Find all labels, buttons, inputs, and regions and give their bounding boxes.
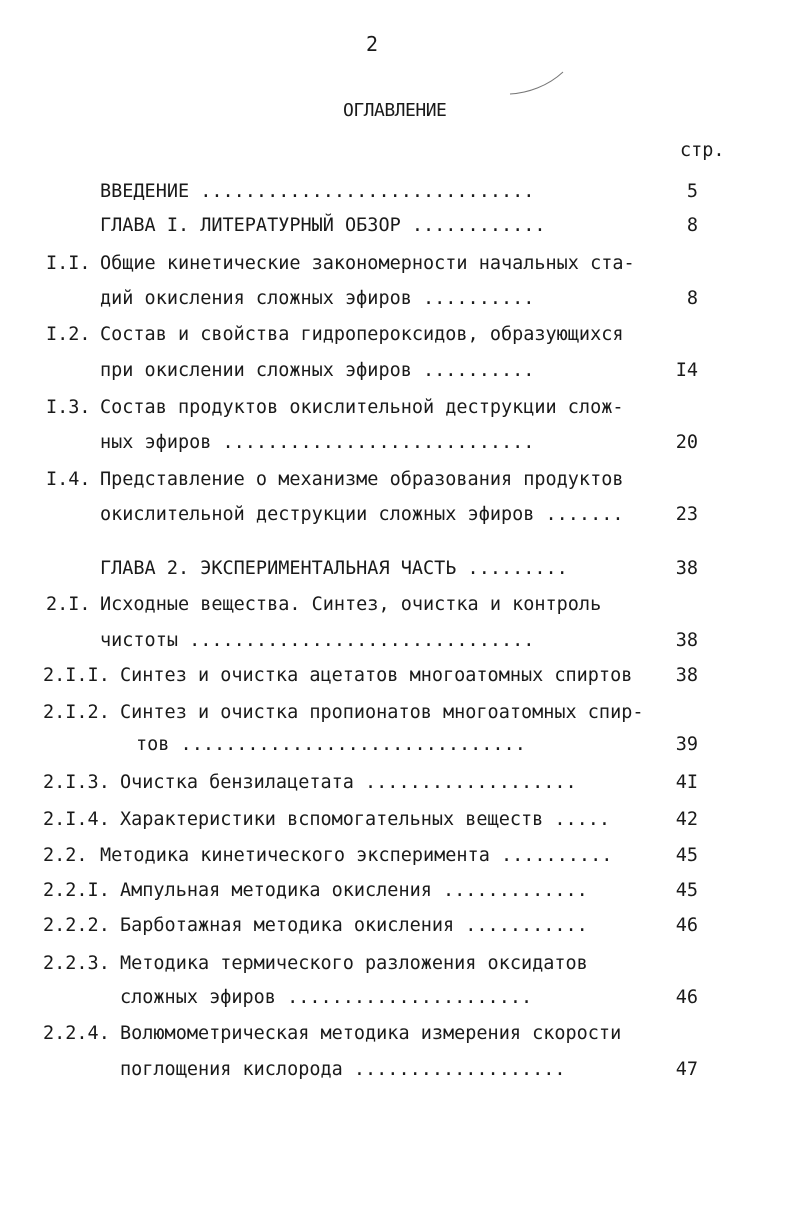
toc-entry-text: Волюмометрическая методика измерения скорости — [120, 1023, 622, 1044]
toc-entry-text: поглощения кислорода ................... — [120, 1059, 566, 1080]
toc-entry-text: Состав и свойства гидропероксидов, образующихся — [100, 324, 624, 345]
toc-entry-page: 46 — [675, 987, 698, 1008]
toc-entry-text: Методика кинетического эксперимента .......... — [100, 845, 613, 866]
toc-entry-text: окислительной деструкции сложных эфиров ....... — [100, 504, 624, 525]
toc-entry-page: 20 — [675, 432, 698, 453]
toc-entry-number: 2.2.3. — [43, 953, 110, 974]
toc-entry-number: 2.I.2. — [43, 702, 110, 723]
toc-entry-page: 42 — [675, 809, 698, 830]
toc-entry-page: 47 — [675, 1059, 698, 1080]
toc-entry-page: I4 — [675, 360, 698, 381]
toc-entry-number: 2.I.3. — [43, 772, 110, 793]
toc-entry-text: сложных эфиров ...................... — [120, 987, 533, 1008]
toc-entry-page: 46 — [675, 915, 698, 936]
toc-entry-text: Исходные вещества. Синтез, очистка и контроль — [100, 594, 602, 615]
toc-entry-page: 39 — [675, 734, 698, 755]
toc-entry-text: ГЛАВА I. ЛИТЕРАТУРНЫЙ ОБЗОР ............ — [100, 215, 546, 236]
toc-entry-number: I.I. — [46, 253, 91, 274]
toc-entry-text: Ампульная методика окисления ............. — [120, 880, 588, 901]
toc-entry-number: 2.2.2. — [43, 915, 110, 936]
toc-entry-page: 23 — [675, 504, 698, 525]
toc-entry-text: при окислении сложных эфиров .......... — [100, 360, 535, 381]
toc-entry-text: ВВЕДЕНИЕ .............................. — [100, 181, 535, 202]
toc-entry-page: 38 — [675, 630, 698, 651]
toc-entry-text: Общие кинетические закономерности начальных ста- — [100, 253, 635, 274]
toc-entry-page: 38 — [675, 665, 698, 686]
toc-entry-number: I.3. — [46, 397, 91, 418]
toc-entry-number: 2.I.I. — [43, 665, 110, 686]
toc-entry-number: 2.I.4. — [43, 809, 110, 830]
toc-entry-text: дий окисления сложных эфиров .......... — [100, 288, 535, 309]
toc-entry-number: I.2. — [46, 324, 91, 345]
toc-entry-page: 8 — [686, 215, 698, 236]
toc-entry-page: 4I — [675, 772, 698, 793]
toc-entry-text: чистоты ............................... — [100, 630, 535, 651]
toc-entry-number: 2.2. — [43, 845, 88, 866]
toc-entry-number: 2.2.4. — [43, 1023, 110, 1044]
toc-entry-page: 5 — [686, 181, 698, 202]
toc-entry-text: Характеристики вспомогательных веществ ..... — [120, 809, 611, 830]
page-column-label: стр. — [680, 140, 725, 161]
toc-entry-text: Состав продуктов окислительной деструкции слож- — [100, 397, 624, 418]
toc-entry-text: ГЛАВА 2. ЭКСПЕРИМЕНТАЛЬНАЯ ЧАСТЬ ......... — [100, 558, 568, 579]
toc-entry-page: 45 — [675, 845, 698, 866]
toc-entry-number: I.4. — [46, 469, 91, 490]
toc-entry-page: 45 — [675, 880, 698, 901]
toc-entry-number: 2.I. — [46, 594, 91, 615]
toc-title: ОГЛАВЛЕНИЕ — [343, 100, 447, 121]
toc-entry-page: 8 — [686, 288, 698, 309]
toc-entry-number: 2.2.I. — [43, 880, 110, 901]
toc-entry-text: Барботажная методика окисления ........... — [120, 915, 588, 936]
toc-entry-text: Очистка бензилацетата ................... — [120, 772, 577, 793]
toc-entry-text: Синтез и очистка ацетатов многоатомных спиртов — [120, 665, 633, 686]
toc-entry-text: Синтез и очистка пропионатов многоатомных спир- — [120, 702, 644, 723]
toc-entry-text: Методика термического разложения оксидатов — [120, 953, 588, 974]
page-number: 2 — [366, 32, 379, 56]
toc-entry-text: ных эфиров ............................ — [100, 432, 535, 453]
toc-entry-page: 38 — [675, 558, 698, 579]
toc-entry-text: тов ............................... — [136, 734, 526, 755]
pen-stroke-mark — [508, 68, 566, 98]
toc-entry-text: Представление о механизме образования продуктов — [100, 469, 624, 490]
